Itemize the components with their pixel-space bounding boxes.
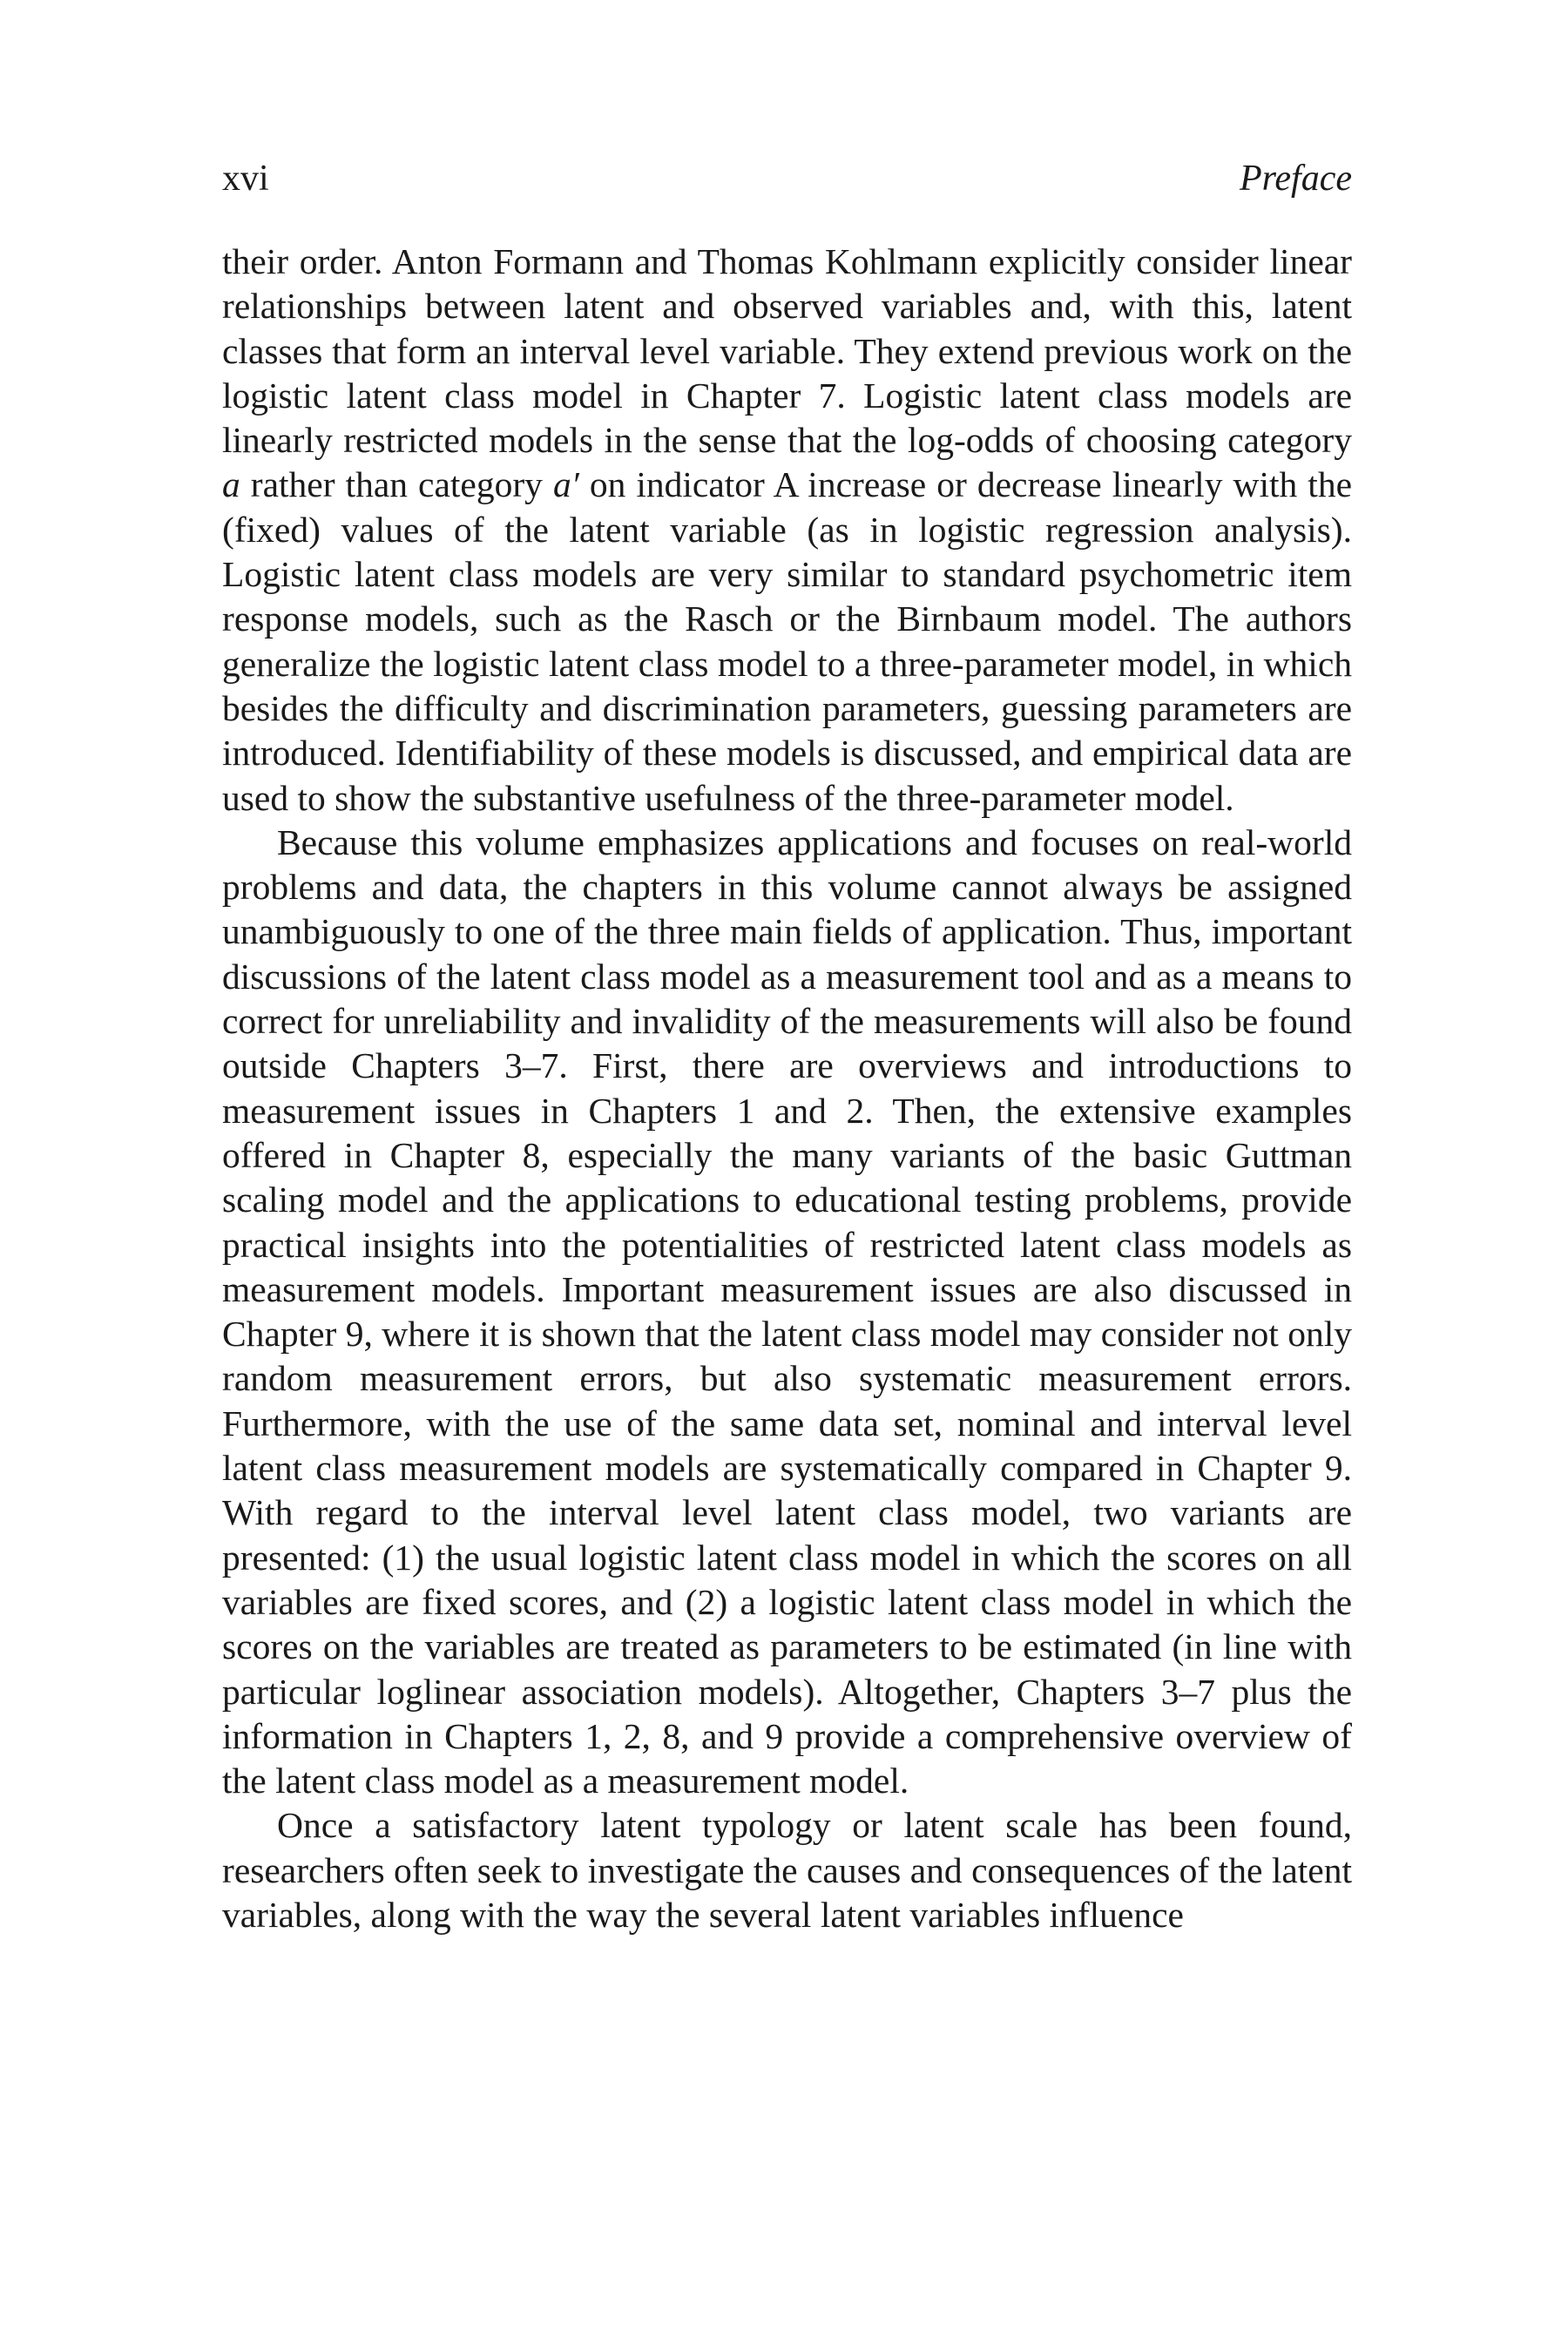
- paragraph-text: rather than category: [240, 464, 553, 505]
- paragraph-applications: Because this volume emphasizes applications and focuses on real-world problems and data, the chapters in this volume cannot always be assigned unambiguously to one of the three main fields of application. Thus, important discussions of the latent class model as a measurement tool and as a means to correct for unreliability and invalidity of the measurements will also be found outside Chapters 3–7. First, there are overviews and introductions to measurement issues in Chapters 1 and 2. Then, the extensive examples offered in Chapter 8, especially the many variants of the basic Guttman scaling model and the applications to educational testing problems, provide practical insights into the potentialities of restricted latent class models as measurement models. Important measurement issues are also discussed in Chapter 9, where it is shown that the latent class model may consider not only random measurement errors, but also systematic measurement errors. Furthermore, with the use of the same data set, nominal and interval level latent class measurement models are systematically compared in Chapter 9. With regard to the interval level latent class model, two variants are presented: (1) the usual logistic latent class model in which the scores on all variables are fixed scores, and (2) a logistic latent class model in which the scores on the variables are treated as parameters to be estimated (in line with particular loglinear association models). Altogether, Chapters 3–7 plus the information in Chapters 1, 2, 8, and 9 provide a comprehensive overview of the latent class model as a measurement model.: [222, 821, 1352, 1801]
- page-number: xvi: [222, 159, 269, 199]
- section-title: Preface: [1239, 159, 1352, 199]
- math-variable-a: a: [222, 464, 240, 505]
- paragraph-formann-kohlmann: [222, 240, 1352, 821]
- book-page: [222, 157, 1352, 1937]
- paragraph-latent-typology: Once a satisfactory latent typology or latent scale has been found, researchers often seek to investigate the causes and consequences of the latent variables, along with the way the several latent variables influence: [222, 1805, 1352, 1935]
- running-head: [222, 157, 1352, 200]
- paragraph-text: on indicator A increase or decrease linearly with the (fixed) values of the latent variable (as in logistic regression analysis). Logistic latent class models are very similar to standard psychometric item response models, such as the Rasch or the Birnbaum model. The authors generalize the logistic latent class model to a three-parameter model, in which besides the difficulty and discrimination parameters, guessing parameters are introduced. Identifiability of these models is discussed, and empirical data are used to show the substantive usefulness of the three-parameter model.: [222, 464, 1352, 818]
- paragraph-text: their order. Anton Formann and Thomas Kohlmann explicitly consider linear relationships between latent and observed variables and, with this, latent classes that form an interval level variable. They extend previous work on the logistic latent class model in Chapter 7. Logistic latent class models are linearly restricted models in the sense that the log-odds of choosing category: [222, 241, 1352, 461]
- math-variable-a-prime: a′: [552, 464, 579, 505]
